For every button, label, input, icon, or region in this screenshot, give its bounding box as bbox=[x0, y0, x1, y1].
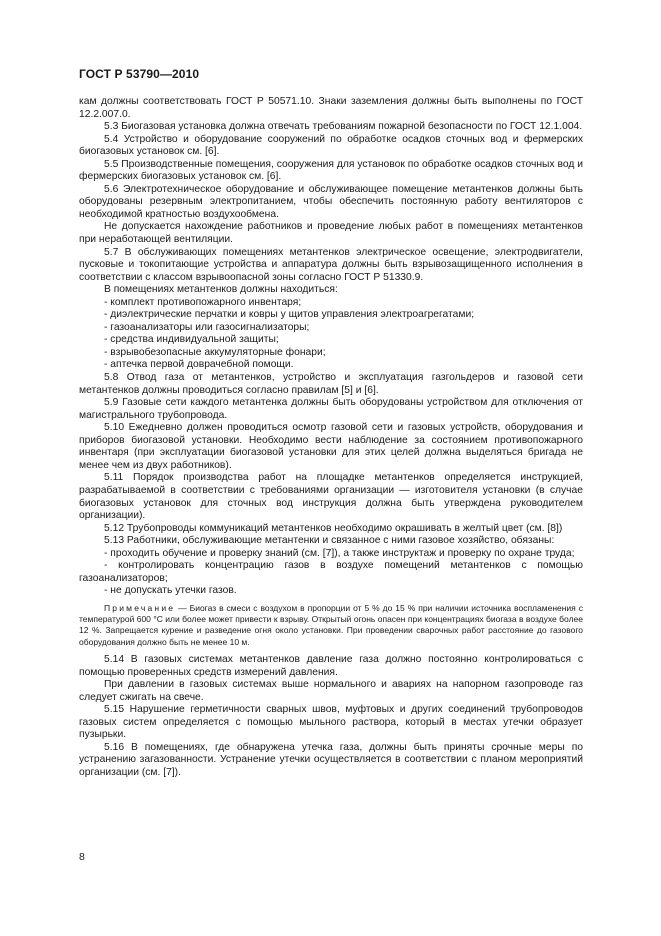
paragraphs-block-after-note bbox=[79, 654, 583, 779]
paragraph: 5.5 Производственные помещения, сооружения для установок по обработке осадков сточных вод и фермерских биогазовых установок см. [6]. bbox=[79, 158, 583, 183]
document-header: ГОСТ Р 53790—2010 bbox=[79, 67, 200, 81]
paragraph: 5.12 Трубопроводы коммуникаций метантенков необходимо окрашивать в желтый цвет (см. [8]) bbox=[104, 522, 563, 534]
paragraph: 5.14 В газовых системах метантенков давление газа должно постоянно контролироваться с помощью проверенных средств измерений давления. bbox=[79, 654, 583, 678]
paragraph: 5.10 Ежедневно должен проводиться осмотр газовой сети и газовых устройств, оборудования и приборов биогазовой установки. Необходимо вести наблюдение за состоянием противопожарного инвентаря (при эксплуатации биогазовой установки для этих целей должна выделяться бригада не менее чем из двух работников). bbox=[79, 422, 583, 471]
paragraph: 5.8 Отвод газа от метантенков, устройство и эксплуатация газгольдеров и газовой сети метантенков должны проводиться согласно правилам [5] и [6]. bbox=[79, 372, 583, 396]
paragraph: - газоанализаторы или газосигнализаторы; bbox=[104, 321, 310, 333]
paragraph: При давлении в газовых системах выше нормального и авариях на напорном газопроводе газ следует сжигать на свече. bbox=[79, 679, 583, 703]
note-label: Примечание bbox=[104, 602, 176, 613]
page-number: 8 bbox=[79, 851, 85, 863]
paragraph: 5.16 В помещениях, где обнаружена утечка газа, должны быть приняты срочные меры по устранению загазованности. Устранение утечки осуществляется в соответствии с планом мероприятий организации (см. [7]). bbox=[79, 741, 583, 778]
paragraph: 5.9 Газовые сети каждого метантенка должны быть оборудованы устройством для отключения от магистрального трубопровода. bbox=[79, 397, 583, 421]
paragraph: - не допускать утечки газов. bbox=[104, 585, 237, 597]
paragraph: 5.4 Устройство и оборудование сооружений по обработке осадков сточных вод и фермерских биогазовых установок см. [6]. bbox=[79, 133, 583, 158]
paragraph: - диэлектрические перчатки и ковры у щитов управления электроагрегатами; bbox=[104, 309, 475, 321]
paragraph: - контролировать концентрацию газов в воздухе помещений метантенков с помощью газоанализаторов; bbox=[79, 560, 583, 584]
note bbox=[79, 603, 583, 648]
paragraph: 5.11 Порядок производства работ на площадке метантенков определяется инструкцией, разрабатываемой в соответствии с требованиями организации — изготовителя установки (в случае биогазовых установок для сточных вод инструкция должна быть утверждена руководителем организации). bbox=[79, 472, 583, 522]
paragraph: 5.7 В обслуживающих помещениях метантенков электрическое освещение, электродвигатели, пусковые и токопитающие устройства и аппаратура должны быть взрывозащищенного исполнения в соответствии с классом взрывоопасной зоны согласно ГОСТ Р 51330.9. bbox=[79, 246, 583, 283]
note-text: — Биогаз в смеси с воздухом в пропорции от 5 % до 15 % при наличии источника воспламенения с температурой 600 °С или более может привести к взрыву. Открытый огонь опасен при концентрациях биогаза в воздухе более 12 %. Запрещается курение и разведение огня около установки. При проведении сварочных работ расстояние до газового оборудования должно быть не менее 10 м. bbox=[79, 602, 583, 647]
paragraph: 5.6 Электротехническое оборудование и обслуживающее помещение метантенков должны быть оборудованы резервным электропитанием, чтобы обеспечить постоянную работу вентиляторов с необходимой кратностью воздухообмена. bbox=[79, 183, 583, 220]
paragraph: 5.3 Биогазовая установка должна отвечать требованиям пожарной безопасности по ГОСТ 12.1.004. bbox=[104, 121, 583, 133]
paragraph: - проходить обучение и проверку знаний (см. [7]), а также инструктаж и проверку по охране труда; bbox=[104, 547, 575, 559]
paragraph: 5.15 Нарушение герметичности сварных швов, муфтовых и других соединений трубопроводов газовых систем определяется с помощью мыльного раствора, который в местах утечки образует пузырьки. bbox=[79, 704, 583, 741]
paragraph: - средства индивидуальной защиты; bbox=[104, 334, 279, 346]
paragraph: - взрывобезопасные аккумуляторные фонари; bbox=[104, 346, 326, 358]
page-body bbox=[79, 96, 583, 780]
paragraph: - комплект противопожарного инвентаря; bbox=[104, 296, 302, 308]
paragraph: 5.13 Работники, обслуживающие метантенки и связанное с ними газовое хозяйство, обязаны: bbox=[104, 535, 555, 547]
paragraph: В помещениях метантенков должны находиться: bbox=[104, 284, 338, 296]
paragraph: кам должны соответствовать ГОСТ Р 50571.10. Знаки заземления должны быть выполнены по ГОСТ 12.2.007.0. bbox=[79, 96, 583, 120]
paragraph: Не допускается нахождение работников и проведение любых работ в помещениях метантенков при неработающей вентиляции. bbox=[79, 221, 583, 246]
paragraph: - аптечка первой доврачебной помощи. bbox=[104, 359, 294, 371]
paragraphs-block bbox=[79, 96, 583, 598]
